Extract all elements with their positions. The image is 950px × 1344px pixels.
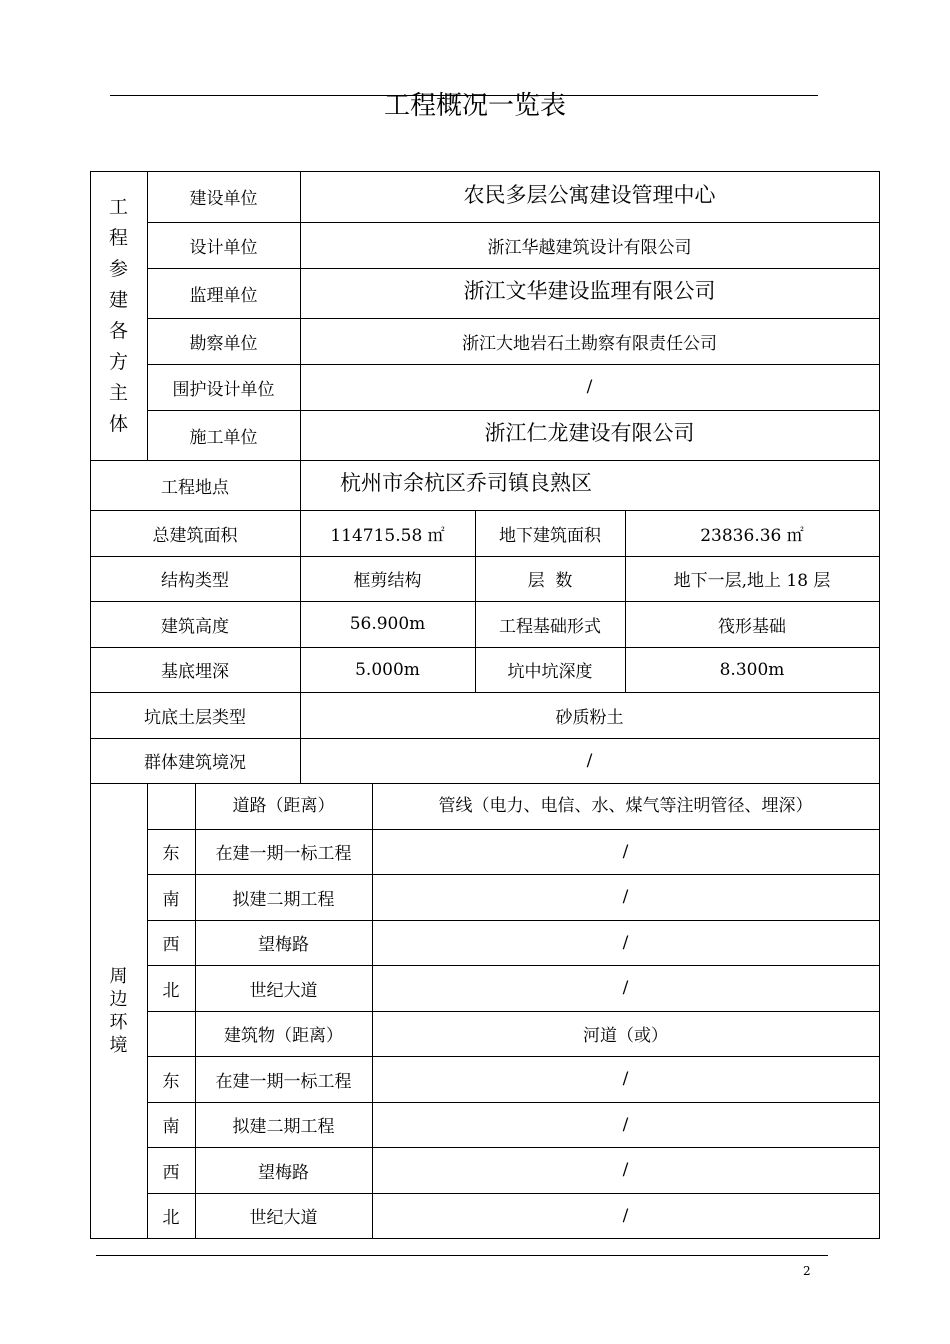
spec-label: 总建筑面积 xyxy=(152,525,238,546)
direction-cell: 北 xyxy=(162,980,180,1001)
building-name: 拟建二期工程 xyxy=(232,1117,335,1137)
party-label: 设计单位 xyxy=(189,237,258,258)
table-line xyxy=(879,171,880,1239)
soil-value: 砂质粉土 xyxy=(555,707,624,728)
spec-value: 地下一层,地上 18 层 xyxy=(673,571,831,591)
group-char: 程 xyxy=(108,226,128,249)
building-name: 世纪大道 xyxy=(249,1208,318,1228)
group-char: 方 xyxy=(108,350,128,373)
group-char: 周 xyxy=(109,966,128,987)
project-overview-table xyxy=(90,171,880,1239)
direction-cell: 西 xyxy=(162,1162,180,1183)
party-label: 监理单位 xyxy=(189,285,258,306)
party-label: 围护设计单位 xyxy=(172,379,275,400)
surroundings-group-label xyxy=(90,783,147,1239)
party-label: 勘察单位 xyxy=(189,333,258,354)
river-value: / xyxy=(622,1160,629,1180)
pipeline-value: / xyxy=(622,887,629,907)
road-name: 在建一期一标工程 xyxy=(215,844,352,864)
roads-header-col2: 管线（电力、电信、水、煤气等注明管径、埋深） xyxy=(438,795,813,816)
spec-value: 114715.58 ㎡ xyxy=(330,525,445,546)
spec-label: 建筑高度 xyxy=(161,616,229,637)
direction-cell: 东 xyxy=(162,844,180,864)
group-char: 建 xyxy=(108,288,128,311)
group-char: 各 xyxy=(108,319,128,342)
direction-cell: 北 xyxy=(162,1208,180,1228)
group-char: 参 xyxy=(108,257,128,280)
spec-label: 地下建筑面积 xyxy=(499,525,601,546)
party-label: 施工单位 xyxy=(189,427,258,448)
soil-label: 坑底土层类型 xyxy=(144,707,246,728)
spec-value: 框剪结构 xyxy=(353,571,422,591)
party-value: 浙江仁龙建设有限公司 xyxy=(484,421,695,445)
building-name: 望梅路 xyxy=(258,1162,309,1183)
buildings-header-col2: 河道（或） xyxy=(583,1026,668,1046)
spec-value: 23836.36 ㎡ xyxy=(700,525,804,546)
spec-value: 8.300m xyxy=(719,659,785,680)
spec-label: 坑中坑深度 xyxy=(507,662,593,682)
direction-cell: 东 xyxy=(162,1071,180,1092)
group-char: 环 xyxy=(109,1012,128,1033)
roads-header-col1: 道路（距离） xyxy=(232,795,335,816)
party-value: 农民多层公寓建设管理中心 xyxy=(463,183,716,207)
road-name: 世纪大道 xyxy=(249,980,318,1001)
group-char: 边 xyxy=(109,989,128,1010)
road-name: 望梅路 xyxy=(258,935,309,955)
spec-value: 56.900m xyxy=(349,614,426,634)
cluster-value: / xyxy=(586,750,593,771)
group-char: 工 xyxy=(108,195,128,218)
building-name: 在建一期一标工程 xyxy=(215,1071,352,1092)
footer-rule xyxy=(96,1255,828,1256)
direction-cell: 南 xyxy=(162,889,180,910)
river-value: / xyxy=(622,1114,629,1135)
river-value: / xyxy=(622,1205,629,1226)
river-value: / xyxy=(622,1069,629,1089)
pipeline-value: / xyxy=(622,841,629,862)
party-value: 浙江大地岩石土勘察有限责任公司 xyxy=(462,333,717,354)
party-label: 建设单位 xyxy=(189,189,258,209)
location-value: 杭州市余杭区乔司镇良熟区 xyxy=(340,471,592,495)
spec-label: 工程基础形式 xyxy=(499,616,601,637)
party-value: 浙江华越建筑设计有限公司 xyxy=(487,237,692,258)
group-char: 主 xyxy=(108,381,128,404)
direction-cell: 南 xyxy=(162,1117,180,1137)
direction-cell: 西 xyxy=(162,935,180,955)
spec-label: 层 数 xyxy=(527,571,573,591)
spec-value: 5.000m xyxy=(355,659,420,680)
spec-value: 筏形基础 xyxy=(718,616,786,637)
parties-group-label xyxy=(90,171,147,460)
buildings-header-col1: 建筑物（距离） xyxy=(224,1026,343,1046)
spec-label: 基底埋深 xyxy=(161,662,229,682)
road-name: 拟建二期工程 xyxy=(232,889,335,910)
pipeline-value: / xyxy=(622,978,629,998)
page-title: 工程概况一览表 xyxy=(383,91,566,121)
pipeline-value: / xyxy=(622,932,629,953)
spec-label: 结构类型 xyxy=(161,571,229,591)
party-value: 浙江文华建设监理有限公司 xyxy=(463,279,716,303)
location-label: 工程地点 xyxy=(161,477,229,498)
page-number: 2 xyxy=(803,1264,811,1278)
group-char: 体 xyxy=(108,412,128,435)
table-line xyxy=(90,1238,880,1239)
cluster-label: 群体建筑境况 xyxy=(144,753,246,773)
group-char: 境 xyxy=(109,1035,128,1056)
party-value: / xyxy=(586,377,593,397)
